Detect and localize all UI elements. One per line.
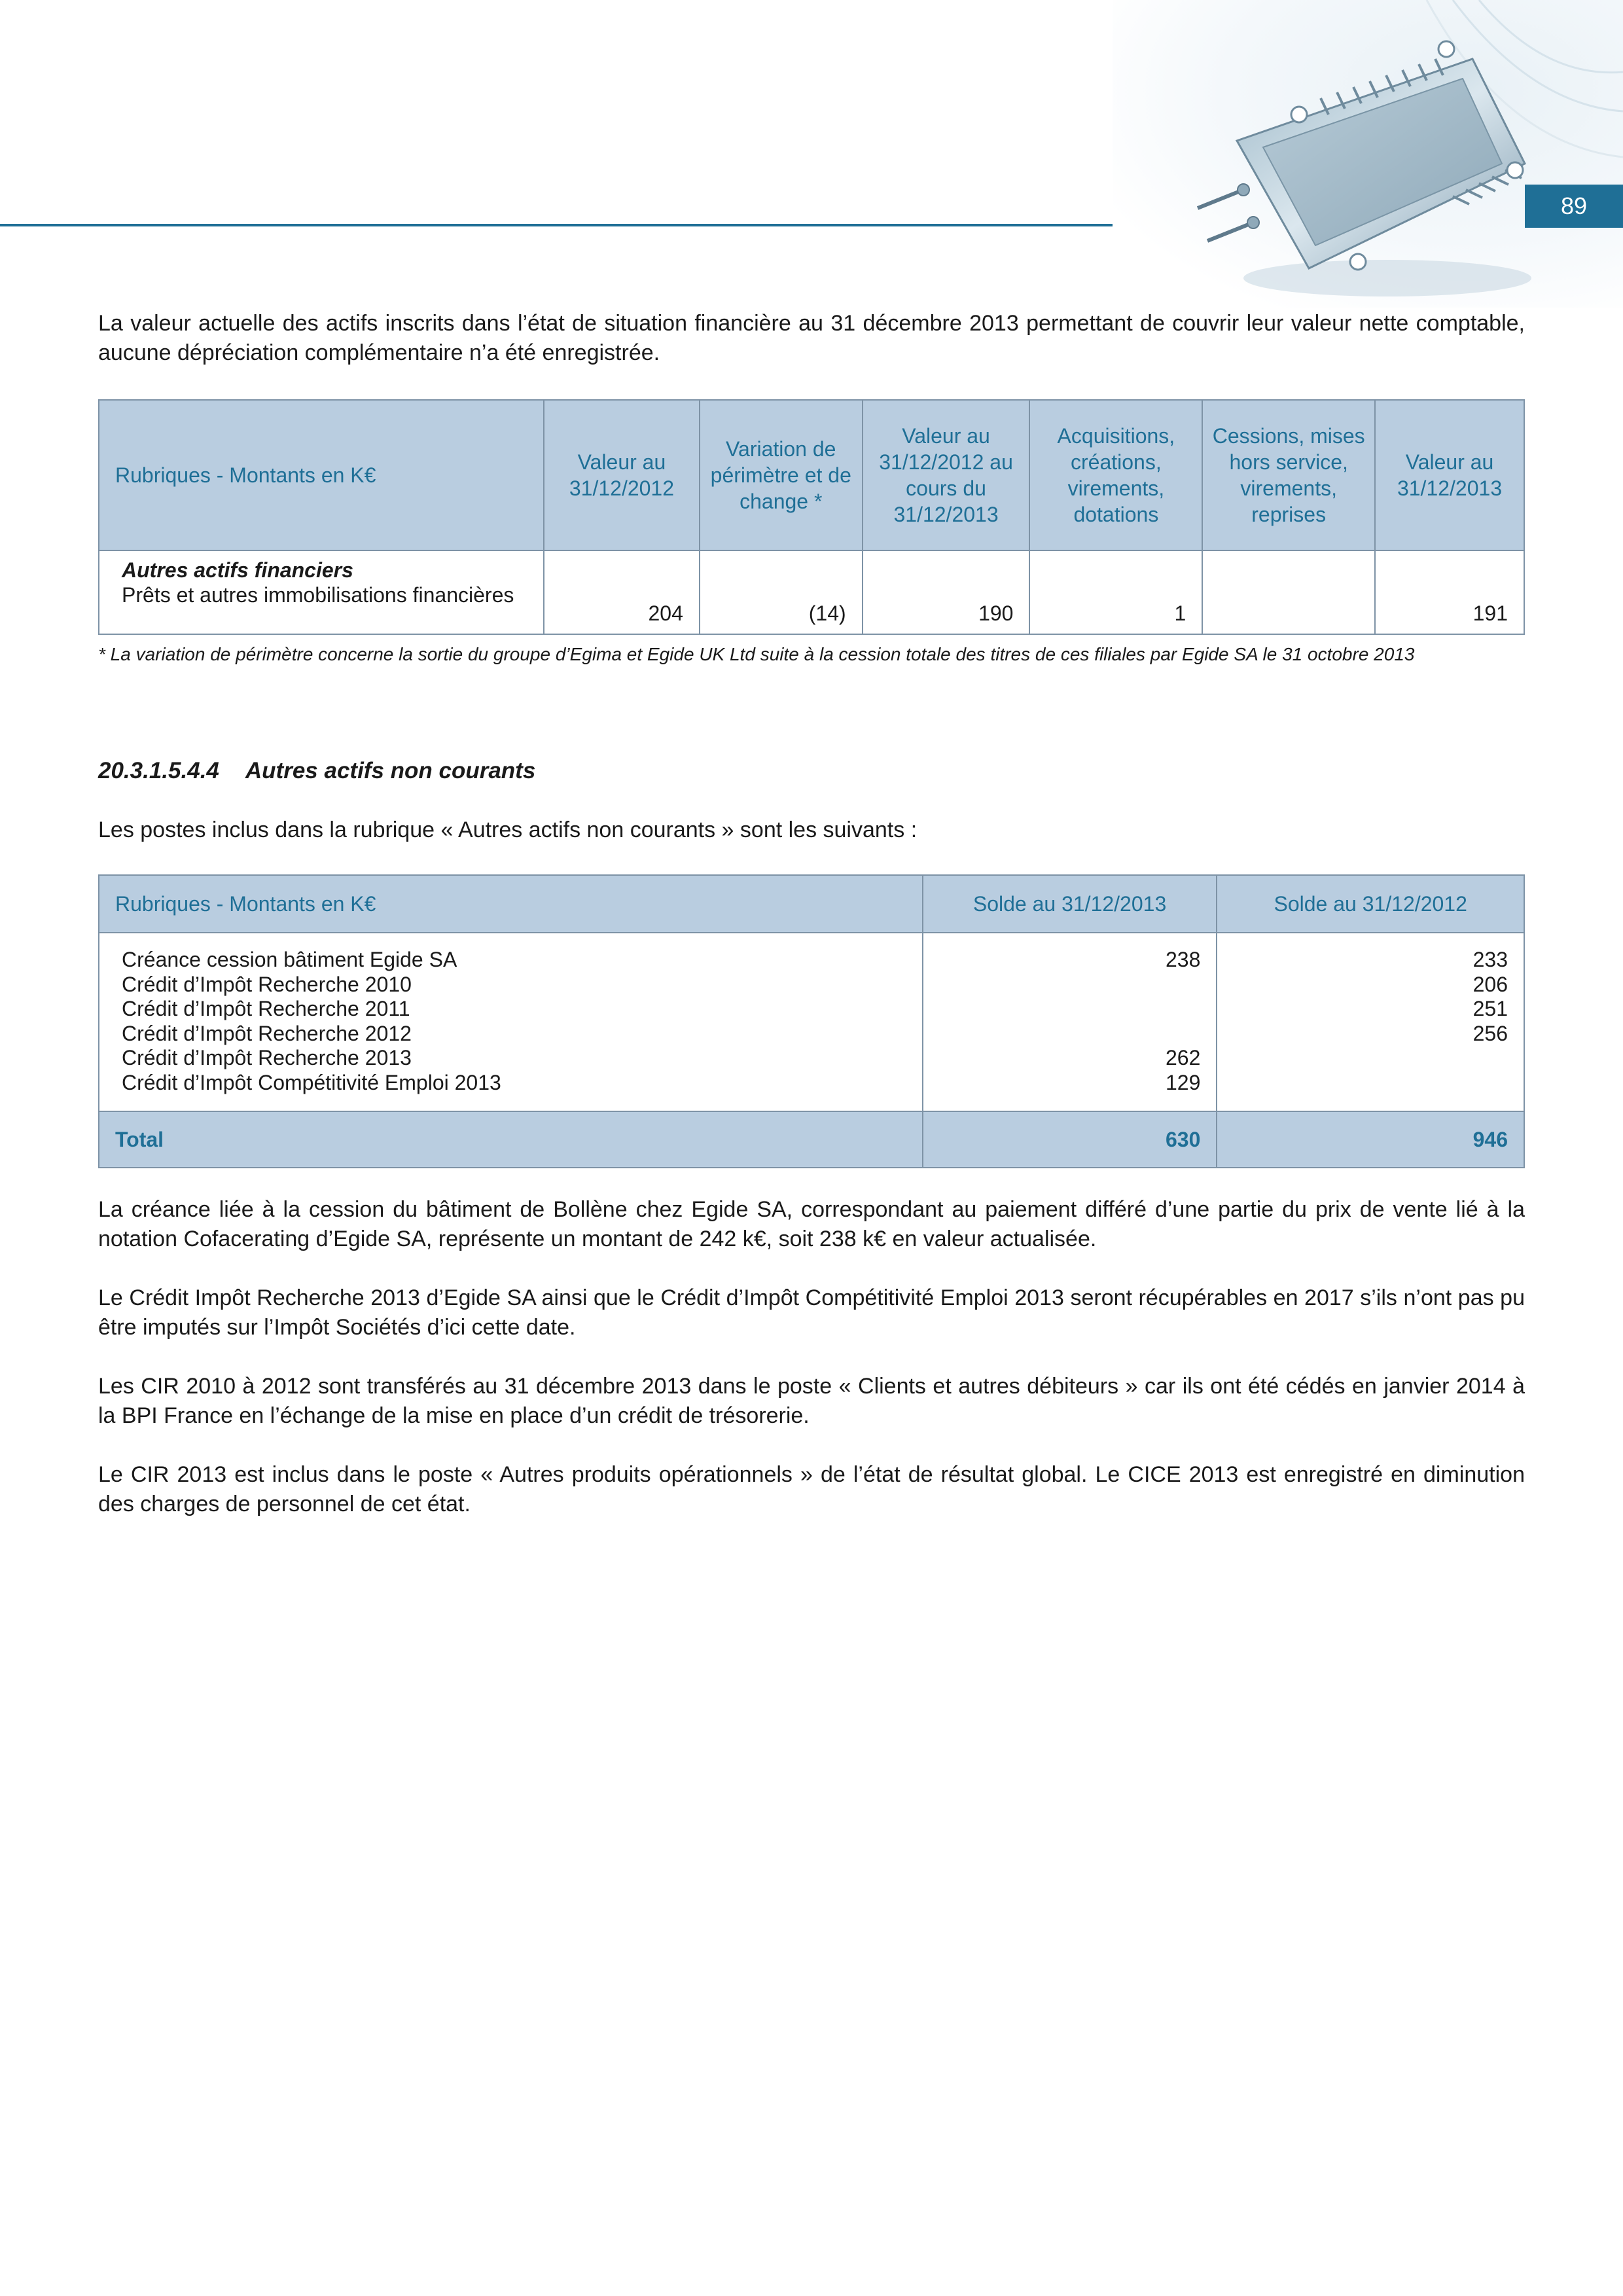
total-row: [99, 1111, 1524, 1168]
value-2012: 256: [1472, 1021, 1508, 1045]
column-header: Valeur au 31/12/2012 au cours du 31/12/2013: [863, 400, 1030, 550]
value-2013: 129: [1165, 1070, 1201, 1094]
non-current-assets-table: [98, 874, 1525, 1168]
section-title: Autres actifs non courants: [245, 758, 536, 783]
section-number: 20.3.1.5.4.4: [98, 758, 219, 783]
value-2012: [1233, 1046, 1508, 1071]
body-paragraph: Les CIR 2010 à 2012 sont transférés au 31 décembre 2013 dans le poste « Clients et autres débiteurs » car ils ont été cédés en janvier 2014 à la BPI France en l’échange de la mise en place d’un crédit de trésorerie.: [98, 1374, 1525, 1428]
value-cell: 191: [1375, 550, 1524, 634]
row-label: Crédit d’Impôt Recherche 2012: [122, 1021, 412, 1045]
page-number: 89: [1525, 185, 1623, 228]
value-2013: 238: [1165, 948, 1201, 971]
body-paragraph: La créance liée à la cession du bâtiment de Bollène chez Egide SA, correspondant au paiement différé d’une partie du prix de vente lié à la notation Cofacerating d’Egide SA, représente un montant de 242 k€, soit 238 k€ en valeur actualisée.: [98, 1197, 1525, 1251]
total-2012: 946: [1217, 1111, 1524, 1168]
value-cell: 1: [1029, 550, 1202, 634]
total-2013: 630: [923, 1111, 1217, 1168]
values-2012-cell: [1217, 933, 1524, 1111]
value-cell: 204: [544, 550, 700, 634]
section-heading: [98, 758, 535, 784]
table-header-row: [99, 400, 1524, 550]
value-2012: 251: [1472, 997, 1508, 1020]
value-2013: [939, 1022, 1201, 1047]
row-label: Créance cession bâtiment Egide SA: [122, 948, 457, 971]
column-header: Solde au 31/12/2013: [923, 875, 1217, 933]
values-2013-cell: [923, 933, 1217, 1111]
intro-paragraph: La valeur actuelle des actifs inscrits dans l’état de situation financière au 31 décembre 2013 permettant de couvrir leur valeur nette comptable, aucune dépréciation complémentaire n’a été enregistrée.: [98, 311, 1525, 365]
category-label: Autres actifs financiers: [122, 558, 353, 582]
row-label: Prêts et autres immobilisations financières: [122, 583, 514, 607]
table-body-row: [99, 933, 1524, 1111]
financial-assets-table: [98, 399, 1525, 635]
column-header: Rubriques - Montants en K€: [99, 400, 544, 550]
column-header: Solde au 31/12/2012: [1217, 875, 1524, 933]
header-rule: [0, 224, 1114, 226]
electronic-package-illustration: [1113, 0, 1623, 308]
row-label-cell: [99, 550, 544, 634]
value-cell: [1202, 550, 1375, 634]
column-header: Variation de périmètre et de change *: [700, 400, 863, 550]
total-label: Total: [99, 1111, 923, 1168]
column-header: Valeur au 31/12/2012: [544, 400, 700, 550]
value-2013: 262: [1165, 1046, 1201, 1069]
table-header-row: [99, 875, 1524, 933]
value-2012: 206: [1472, 972, 1508, 996]
column-header: Cessions, mises hors service, virements, reprises: [1202, 400, 1375, 550]
row-label: Crédit d’Impôt Compétitivité Emploi 2013: [122, 1070, 501, 1094]
value-2012: [1233, 1071, 1508, 1096]
table-row: [99, 550, 1524, 634]
value-2013: [939, 997, 1201, 1022]
value-cell: (14): [700, 550, 863, 634]
column-header: Rubriques - Montants en K€: [99, 875, 923, 933]
section-intro: Les postes inclus dans la rubrique « Autres actifs non courants » sont les suivants :: [98, 817, 918, 842]
row-label: Crédit d’Impôt Recherche 2013: [122, 1046, 412, 1069]
row-label: Crédit d’Impôt Recherche 2011: [122, 997, 410, 1020]
value-2012: 233: [1472, 948, 1508, 971]
table-footnote: * La variation de périmètre concerne la sortie du groupe d’Egima et Egide UK Ltd suite à la cession totale des titres de ces filiales par Egide SA le 31 octobre 2013: [98, 644, 1415, 664]
value-cell: 190: [863, 550, 1030, 634]
row-label: Crédit d’Impôt Recherche 2010: [122, 972, 412, 996]
column-header: Acquisitions, créations, virements, dotations: [1029, 400, 1202, 550]
body-paragraph: Le Crédit Impôt Recherche 2013 d’Egide SA ainsi que le Crédit d’Impôt Compétitivité Emploi 2013 seront récupérables en 2017 s’ils n’ont pas pu être imputés sur l’Impôt Sociétés d’ici cette date.: [98, 1285, 1525, 1340]
column-header: Valeur au 31/12/2013: [1375, 400, 1524, 550]
body-paragraph: Le CIR 2013 est inclus dans le poste « Autres produits opérationnels » de l’état de résultat global. Le CICE 2013 est enregistré en diminution des charges de personnel de cet état.: [98, 1462, 1525, 1516]
value-2013: [939, 973, 1201, 997]
labels-cell: [99, 933, 923, 1111]
